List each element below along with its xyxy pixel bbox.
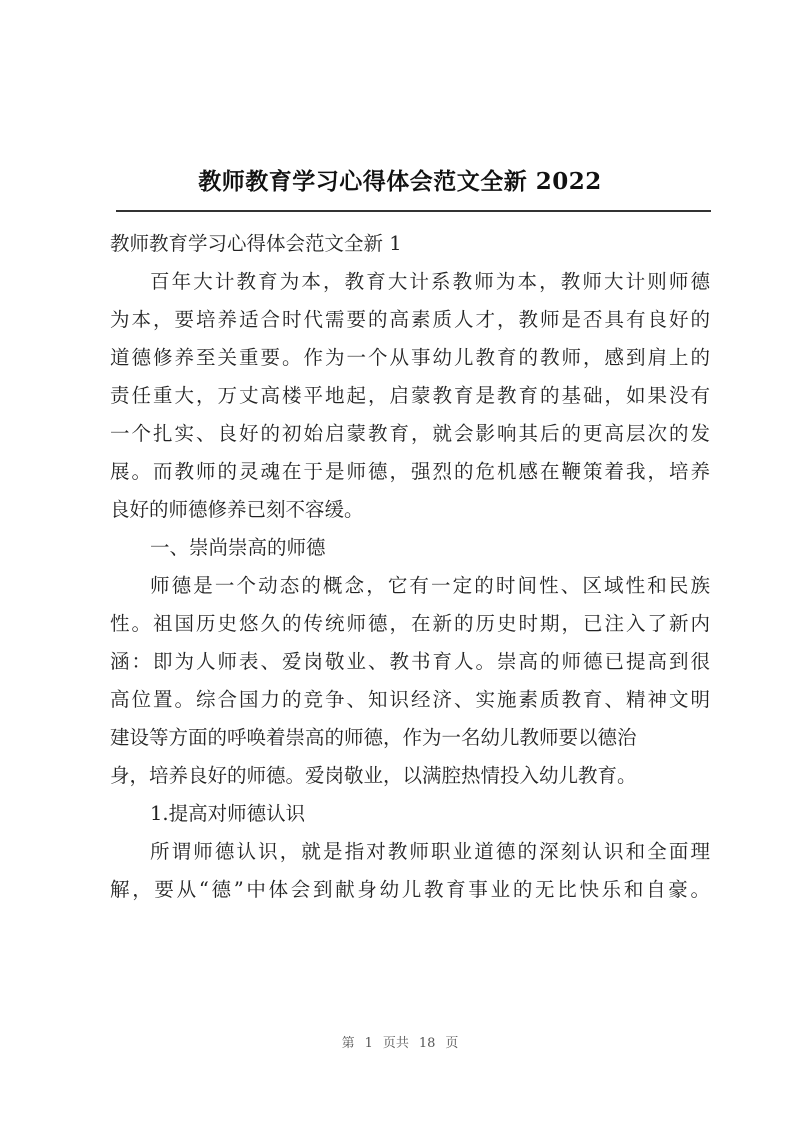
document-title: 教师教育学习心得体会范文全新 2022 [198,168,602,195]
document-body [110,225,710,909]
paragraph-line: 解，要从“德”中体会到献身幼儿教育事业的无比快乐和自豪。 [110,878,710,901]
paragraph-1 [110,263,710,529]
paragraph-line: 建设等方面的呼唤着崇高的师德，作为一名幼儿教师要以德治 [110,726,637,749]
paragraph-line: 道德修养至关重要。作为一个从事幼儿教育的教师，感到肩上的 [110,346,710,369]
page-footer [0,1032,800,1051]
paragraph-line: 高位置。综合国力的竞争、知识经济、实施素质教育、精神文明 [110,688,710,711]
title-divider [116,210,711,212]
subheading-2: 1.提高对师德认识 [150,802,306,825]
footer-total-pages: 18 [418,1036,436,1051]
footer-page-number: 1 [364,1036,373,1051]
paragraph-line: 良好的师德修养已刻不容缓。 [110,498,364,521]
footer-suffix: 页 [445,1036,459,1051]
paragraph-line: 展。而教师的灵魂在于是师德，强烈的危机感在鞭策着我，培养 [110,460,710,483]
paragraph-line: 性。祖国历史悠久的传统师德，在新的历史时期，已注入了新内 [110,612,710,635]
paragraph-line: 一个扎实、良好的初始启蒙教育，就会影响其后的更高层次的发 [110,422,710,445]
paragraph-line: 涵：即为人师表、爱岗敬业、教书育人。崇高的师德已提高到很 [110,650,710,673]
paragraph-2 [110,567,710,795]
paragraph-3 [110,833,710,909]
paragraph-line: 师德是一个动态的概念，它有一定的时间性、区域性和民族 [150,574,710,597]
section-heading: 教师教育学习心得体会范文全新 1 [110,232,402,255]
paragraph-line: 百年大计教育为本，教育大计系教师为本，教师大计则师德 [150,270,710,293]
paragraph-line: 为本，要培养适合时代需要的高素质人才，教师是否具有良好的 [110,308,710,331]
subheading-1: 一、崇尚崇高的师德 [150,536,326,559]
footer-prefix: 第 [341,1036,355,1051]
paragraph-line: 责任重大，万丈高楼平地起，启蒙教育是教育的基础，如果没有 [110,384,710,407]
paragraph-line: 身，培养良好的师德。爱岗敬业，以满腔热情投入幼儿教育。 [110,764,637,787]
footer-middle: 页共 [382,1036,409,1051]
paragraph-line: 所谓师德认识，就是指对教师职业道德的深刻认识和全面理 [150,840,710,863]
